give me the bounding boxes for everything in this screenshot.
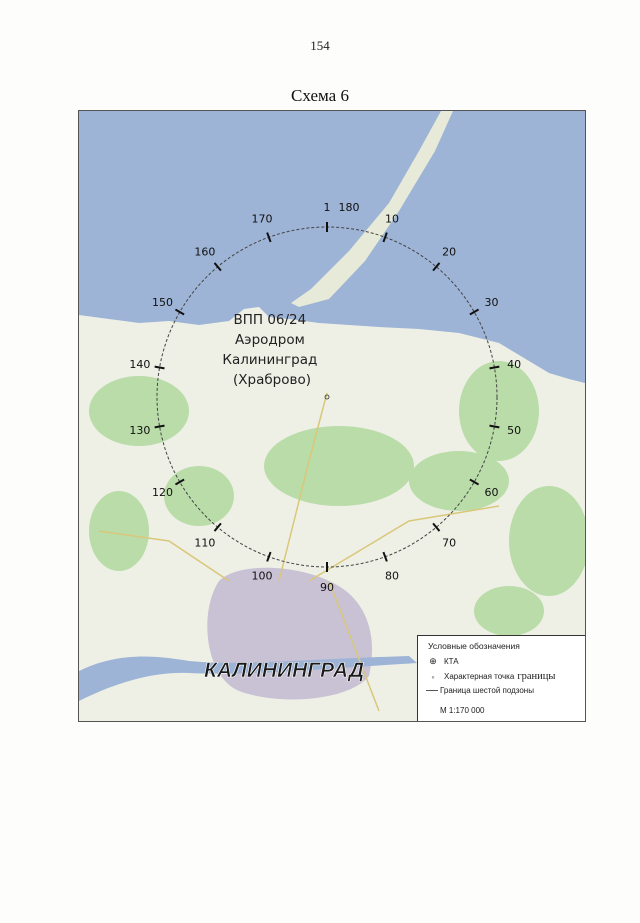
bearing-label: 160 xyxy=(194,245,216,259)
bearing-label: 170 xyxy=(251,212,273,226)
bearing-label: 90 xyxy=(320,581,334,594)
city-label: КАЛИНИНГРАД xyxy=(204,659,364,682)
map-frame xyxy=(78,110,586,722)
bearing-label: 100 xyxy=(251,569,273,583)
legend-item-point xyxy=(426,671,555,682)
crosshair-icon: ⊕ xyxy=(429,656,437,666)
bearing-label: 50 xyxy=(507,423,522,437)
point-icon: ◦ xyxy=(431,671,435,682)
bearing-label: 30 xyxy=(484,296,499,309)
bearing-label: 150 xyxy=(151,296,173,309)
legend-label-kta: КТА xyxy=(444,657,459,666)
bearing-label: 40 xyxy=(507,358,522,372)
legend-title: Условные обозначения xyxy=(428,641,520,651)
bearing-label: 80 xyxy=(384,569,399,583)
bearing-label: 1 xyxy=(323,201,331,214)
scheme-title: Схема 6 xyxy=(291,86,349,105)
bearing-label: 20 xyxy=(442,245,457,259)
bearing-label: 110 xyxy=(194,536,216,550)
bearing-label: 180 xyxy=(338,201,360,214)
map-legend xyxy=(417,635,586,722)
map-svg xyxy=(79,111,585,721)
bearing-label: 10 xyxy=(384,212,399,226)
legend-scale: М 1:170 000 xyxy=(440,706,485,715)
bearing-label: 120 xyxy=(151,486,173,499)
legend-item-kta xyxy=(426,656,459,667)
bearing-label: 60 xyxy=(484,486,499,499)
bearing-label: 130 xyxy=(129,423,151,437)
line-icon xyxy=(426,690,438,691)
legend-label-point-extra: границы xyxy=(517,671,556,682)
legend-label-point: Характерная точка xyxy=(444,672,515,681)
runway-label: ВПП 06/24 Аэродром Калининград (Храброво) xyxy=(222,312,318,388)
bearing-label: 70 xyxy=(442,536,457,550)
bearing-label: 140 xyxy=(129,358,151,372)
legend-item-boundary xyxy=(426,686,534,695)
legend-label-boundary: Граница шестой подзоны xyxy=(440,686,534,695)
page-number: 154 xyxy=(310,38,330,53)
